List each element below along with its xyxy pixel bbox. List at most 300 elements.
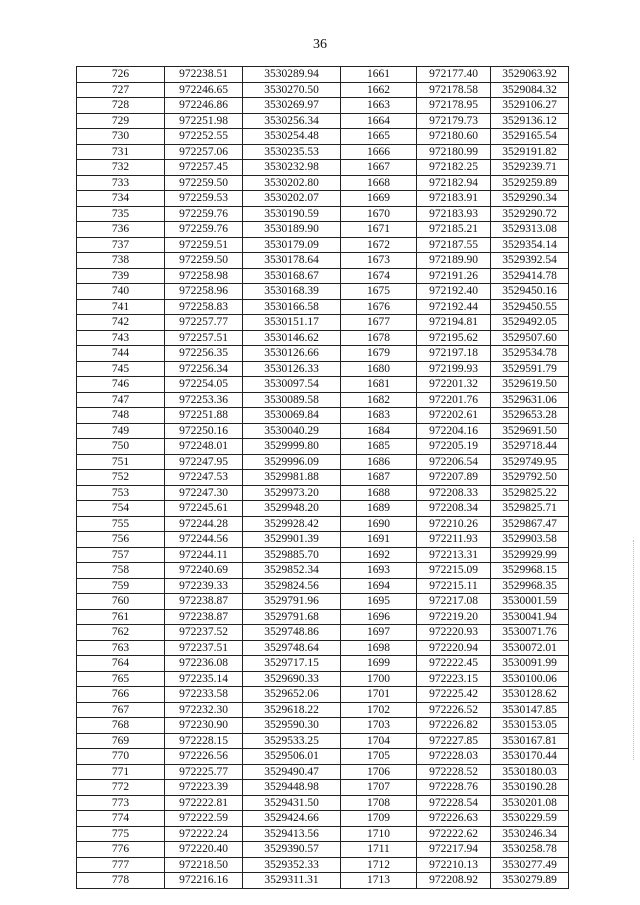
x-coordinate-right: 972211.93 xyxy=(417,532,491,548)
x-coordinate-left: 972259.50 xyxy=(165,253,243,269)
table-row xyxy=(77,764,569,780)
y-coordinate-right: 3529903.58 xyxy=(491,532,569,548)
y-coordinate-right: 3529507.60 xyxy=(491,330,569,346)
x-coordinate-right: 972217.08 xyxy=(417,594,491,610)
point-number-left: 743 xyxy=(77,330,165,346)
table-row xyxy=(77,857,569,873)
table-row xyxy=(77,346,569,362)
y-coordinate-right: 3530258.78 xyxy=(491,842,569,858)
y-coordinate-right: 3530072.01 xyxy=(491,640,569,656)
table-row xyxy=(77,733,569,749)
point-number-left: 760 xyxy=(77,594,165,610)
table-row xyxy=(77,82,569,98)
x-coordinate-left: 972245.61 xyxy=(165,501,243,517)
table-row xyxy=(77,501,569,517)
x-coordinate-right: 972228.76 xyxy=(417,780,491,796)
x-coordinate-right: 972189.90 xyxy=(417,253,491,269)
x-coordinate-right: 972187.55 xyxy=(417,237,491,253)
table-row xyxy=(77,609,569,625)
point-number-right: 1682 xyxy=(341,392,417,408)
x-coordinate-right: 972205.19 xyxy=(417,439,491,455)
y-coordinate-left: 3529852.34 xyxy=(243,563,341,579)
point-number-right: 1676 xyxy=(341,299,417,315)
y-coordinate-right: 3530170.44 xyxy=(491,749,569,765)
y-coordinate-right: 3530277.49 xyxy=(491,857,569,873)
x-coordinate-right: 972202.61 xyxy=(417,408,491,424)
x-coordinate-left: 972218.50 xyxy=(165,857,243,873)
y-coordinate-right: 3529239.71 xyxy=(491,160,569,176)
table-row xyxy=(77,578,569,594)
table-row xyxy=(77,361,569,377)
x-coordinate-left: 972256.35 xyxy=(165,346,243,362)
x-coordinate-left: 972254.05 xyxy=(165,377,243,393)
x-coordinate-left: 972247.53 xyxy=(165,470,243,486)
point-number-left: 745 xyxy=(77,361,165,377)
point-number-left: 778 xyxy=(77,873,165,889)
x-coordinate-right: 972215.11 xyxy=(417,578,491,594)
point-number-right: 1672 xyxy=(341,237,417,253)
point-number-right: 1661 xyxy=(341,67,417,83)
point-number-right: 1678 xyxy=(341,330,417,346)
y-coordinate-left: 3529791.68 xyxy=(243,609,341,625)
x-coordinate-left: 972238.87 xyxy=(165,594,243,610)
y-coordinate-left: 3529590.30 xyxy=(243,718,341,734)
point-number-left: 740 xyxy=(77,284,165,300)
point-number-left: 737 xyxy=(77,237,165,253)
x-coordinate-left: 972232.30 xyxy=(165,702,243,718)
point-number-left: 774 xyxy=(77,811,165,827)
y-coordinate-left: 3530235.53 xyxy=(243,144,341,160)
x-coordinate-right: 972197.18 xyxy=(417,346,491,362)
x-coordinate-left: 972247.95 xyxy=(165,454,243,470)
y-coordinate-right: 3530091.99 xyxy=(491,656,569,672)
point-number-right: 1692 xyxy=(341,547,417,563)
y-coordinate-right: 3529534.78 xyxy=(491,346,569,362)
point-number-left: 731 xyxy=(77,144,165,160)
y-coordinate-left: 3530254.48 xyxy=(243,129,341,145)
table-row xyxy=(77,702,569,718)
scan-artifact xyxy=(632,540,634,760)
point-number-left: 769 xyxy=(77,733,165,749)
y-coordinate-left: 3530202.07 xyxy=(243,191,341,207)
point-number-right: 1703 xyxy=(341,718,417,734)
y-coordinate-right: 3529354.14 xyxy=(491,237,569,253)
y-coordinate-right: 3529653.28 xyxy=(491,408,569,424)
point-number-left: 762 xyxy=(77,625,165,641)
y-coordinate-right: 3530190.28 xyxy=(491,780,569,796)
point-number-left: 748 xyxy=(77,408,165,424)
y-coordinate-left: 3530126.33 xyxy=(243,361,341,377)
x-coordinate-left: 972246.86 xyxy=(165,98,243,114)
y-coordinate-right: 3529749.95 xyxy=(491,454,569,470)
table-row xyxy=(77,811,569,827)
x-coordinate-right: 972178.95 xyxy=(417,98,491,114)
y-coordinate-left: 3530178.64 xyxy=(243,253,341,269)
table-row xyxy=(77,206,569,222)
x-coordinate-left: 972258.83 xyxy=(165,299,243,315)
y-coordinate-left: 3529690.33 xyxy=(243,671,341,687)
y-coordinate-right: 3529450.16 xyxy=(491,284,569,300)
y-coordinate-left: 3529999.80 xyxy=(243,439,341,455)
point-number-right: 1694 xyxy=(341,578,417,594)
y-coordinate-left: 3530151.17 xyxy=(243,315,341,331)
table-row xyxy=(77,826,569,842)
point-number-right: 1671 xyxy=(341,222,417,238)
table-row xyxy=(77,470,569,486)
y-coordinate-right: 3529929.99 xyxy=(491,547,569,563)
table-row xyxy=(77,113,569,129)
coordinates-table-body xyxy=(77,67,569,889)
x-coordinate-right: 972217.94 xyxy=(417,842,491,858)
y-coordinate-right: 3529867.47 xyxy=(491,516,569,532)
x-coordinate-left: 972248.01 xyxy=(165,439,243,455)
x-coordinate-right: 972222.62 xyxy=(417,826,491,842)
x-coordinate-left: 972233.58 xyxy=(165,687,243,703)
y-coordinate-right: 3529792.50 xyxy=(491,470,569,486)
point-number-right: 1702 xyxy=(341,702,417,718)
x-coordinate-left: 972252.55 xyxy=(165,129,243,145)
x-coordinate-right: 972220.93 xyxy=(417,625,491,641)
table-row xyxy=(77,160,569,176)
x-coordinate-right: 972225.42 xyxy=(417,687,491,703)
x-coordinate-right: 972220.94 xyxy=(417,640,491,656)
point-number-right: 1711 xyxy=(341,842,417,858)
y-coordinate-left: 3529948.20 xyxy=(243,501,341,517)
table-row xyxy=(77,594,569,610)
x-coordinate-right: 972178.58 xyxy=(417,82,491,98)
point-number-right: 1688 xyxy=(341,485,417,501)
y-coordinate-right: 3529591.79 xyxy=(491,361,569,377)
x-coordinate-right: 972207.89 xyxy=(417,470,491,486)
point-number-right: 1704 xyxy=(341,733,417,749)
point-number-left: 736 xyxy=(77,222,165,238)
y-coordinate-left: 3529996.09 xyxy=(243,454,341,470)
table-row xyxy=(77,671,569,687)
x-coordinate-left: 972244.56 xyxy=(165,532,243,548)
y-coordinate-left: 3530040.29 xyxy=(243,423,341,439)
y-coordinate-right: 3529450.55 xyxy=(491,299,569,315)
x-coordinate-left: 972237.51 xyxy=(165,640,243,656)
x-coordinate-left: 972259.53 xyxy=(165,191,243,207)
point-number-right: 1713 xyxy=(341,873,417,889)
x-coordinate-right: 972227.85 xyxy=(417,733,491,749)
point-number-right: 1669 xyxy=(341,191,417,207)
point-number-right: 1664 xyxy=(341,113,417,129)
y-coordinate-right: 3530201.08 xyxy=(491,795,569,811)
table-row xyxy=(77,237,569,253)
table-row xyxy=(77,439,569,455)
table-row xyxy=(77,175,569,191)
point-number-left: 733 xyxy=(77,175,165,191)
x-coordinate-left: 972257.51 xyxy=(165,330,243,346)
point-number-left: 765 xyxy=(77,671,165,687)
point-number-right: 1668 xyxy=(341,175,417,191)
x-coordinate-left: 972259.51 xyxy=(165,237,243,253)
x-coordinate-right: 972182.25 xyxy=(417,160,491,176)
point-number-left: 728 xyxy=(77,98,165,114)
point-number-right: 1693 xyxy=(341,563,417,579)
point-number-left: 739 xyxy=(77,268,165,284)
y-coordinate-right: 3530279.89 xyxy=(491,873,569,889)
point-number-left: 756 xyxy=(77,532,165,548)
point-number-right: 1712 xyxy=(341,857,417,873)
y-coordinate-right: 3529718.44 xyxy=(491,439,569,455)
y-coordinate-left: 3530269.97 xyxy=(243,98,341,114)
y-coordinate-left: 3529424.66 xyxy=(243,811,341,827)
point-number-left: 766 xyxy=(77,687,165,703)
point-number-left: 754 xyxy=(77,501,165,517)
y-coordinate-right: 3530100.06 xyxy=(491,671,569,687)
point-number-left: 768 xyxy=(77,718,165,734)
y-coordinate-left: 3529652.06 xyxy=(243,687,341,703)
y-coordinate-right: 3529165.54 xyxy=(491,129,569,145)
x-coordinate-left: 972251.88 xyxy=(165,408,243,424)
table-row xyxy=(77,98,569,114)
table-row xyxy=(77,268,569,284)
point-number-right: 1686 xyxy=(341,454,417,470)
table-row xyxy=(77,454,569,470)
x-coordinate-left: 972238.87 xyxy=(165,609,243,625)
point-number-right: 1690 xyxy=(341,516,417,532)
x-coordinate-right: 972226.63 xyxy=(417,811,491,827)
point-number-right: 1699 xyxy=(341,656,417,672)
point-number-right: 1673 xyxy=(341,253,417,269)
x-coordinate-left: 972259.50 xyxy=(165,175,243,191)
x-coordinate-left: 972222.59 xyxy=(165,811,243,827)
x-coordinate-left: 972237.52 xyxy=(165,625,243,641)
point-number-right: 1675 xyxy=(341,284,417,300)
point-number-right: 1708 xyxy=(341,795,417,811)
point-number-right: 1662 xyxy=(341,82,417,98)
x-coordinate-right: 972208.34 xyxy=(417,501,491,517)
x-coordinate-right: 972228.54 xyxy=(417,795,491,811)
x-coordinate-right: 972182.94 xyxy=(417,175,491,191)
point-number-left: 751 xyxy=(77,454,165,470)
x-coordinate-left: 972228.15 xyxy=(165,733,243,749)
point-number-right: 1683 xyxy=(341,408,417,424)
point-number-left: 755 xyxy=(77,516,165,532)
x-coordinate-right: 972208.92 xyxy=(417,873,491,889)
point-number-left: 734 xyxy=(77,191,165,207)
point-number-left: 772 xyxy=(77,780,165,796)
x-coordinate-left: 972247.30 xyxy=(165,485,243,501)
x-coordinate-left: 972240.69 xyxy=(165,563,243,579)
x-coordinate-left: 972238.51 xyxy=(165,67,243,83)
point-number-right: 1707 xyxy=(341,780,417,796)
point-number-right: 1667 xyxy=(341,160,417,176)
table-row xyxy=(77,144,569,160)
x-coordinate-left: 972258.98 xyxy=(165,268,243,284)
table-row xyxy=(77,532,569,548)
table-row xyxy=(77,656,569,672)
y-coordinate-left: 3529390.57 xyxy=(243,842,341,858)
point-number-left: 753 xyxy=(77,485,165,501)
point-number-right: 1695 xyxy=(341,594,417,610)
point-number-right: 1685 xyxy=(341,439,417,455)
table-row xyxy=(77,749,569,765)
table-row xyxy=(77,563,569,579)
y-coordinate-right: 3529968.35 xyxy=(491,578,569,594)
y-coordinate-left: 3529928.42 xyxy=(243,516,341,532)
y-coordinate-left: 3530097.54 xyxy=(243,377,341,393)
y-coordinate-left: 3530146.62 xyxy=(243,330,341,346)
x-coordinate-left: 972223.39 xyxy=(165,780,243,796)
x-coordinate-right: 972201.76 xyxy=(417,392,491,408)
x-coordinate-right: 972185.21 xyxy=(417,222,491,238)
y-coordinate-left: 3529490.47 xyxy=(243,764,341,780)
x-coordinate-left: 972222.24 xyxy=(165,826,243,842)
y-coordinate-left: 3530179.09 xyxy=(243,237,341,253)
coordinates-table xyxy=(76,66,569,889)
y-coordinate-right: 3530001.59 xyxy=(491,594,569,610)
x-coordinate-right: 972180.60 xyxy=(417,129,491,145)
x-coordinate-right: 972210.13 xyxy=(417,857,491,873)
y-coordinate-right: 3530071.76 xyxy=(491,625,569,641)
point-number-right: 1696 xyxy=(341,609,417,625)
point-number-right: 1666 xyxy=(341,144,417,160)
table-row xyxy=(77,687,569,703)
y-coordinate-left: 3530166.58 xyxy=(243,299,341,315)
y-coordinate-left: 3530089.58 xyxy=(243,392,341,408)
y-coordinate-right: 3529492.05 xyxy=(491,315,569,331)
y-coordinate-right: 3529392.54 xyxy=(491,253,569,269)
point-number-right: 1674 xyxy=(341,268,417,284)
y-coordinate-right: 3529136.12 xyxy=(491,113,569,129)
x-coordinate-left: 972220.40 xyxy=(165,842,243,858)
x-coordinate-right: 972228.03 xyxy=(417,749,491,765)
point-number-left: 773 xyxy=(77,795,165,811)
point-number-right: 1665 xyxy=(341,129,417,145)
y-coordinate-right: 3529825.71 xyxy=(491,501,569,517)
table-row xyxy=(77,625,569,641)
table-row xyxy=(77,516,569,532)
point-number-right: 1710 xyxy=(341,826,417,842)
table-row xyxy=(77,485,569,501)
point-number-left: 747 xyxy=(77,392,165,408)
table-row xyxy=(77,191,569,207)
table-row xyxy=(77,315,569,331)
point-number-left: 746 xyxy=(77,377,165,393)
x-coordinate-right: 972179.73 xyxy=(417,113,491,129)
x-coordinate-right: 972177.40 xyxy=(417,67,491,83)
x-coordinate-right: 972228.52 xyxy=(417,764,491,780)
y-coordinate-right: 3530246.34 xyxy=(491,826,569,842)
x-coordinate-left: 972257.45 xyxy=(165,160,243,176)
x-coordinate-right: 972201.32 xyxy=(417,377,491,393)
table-row xyxy=(77,253,569,269)
point-number-left: 767 xyxy=(77,702,165,718)
y-coordinate-left: 3529748.64 xyxy=(243,640,341,656)
y-coordinate-left: 3529506.01 xyxy=(243,749,341,765)
point-number-left: 726 xyxy=(77,67,165,83)
y-coordinate-right: 3530041.94 xyxy=(491,609,569,625)
x-coordinate-right: 972194.81 xyxy=(417,315,491,331)
page-number: 36 xyxy=(313,37,327,52)
y-coordinate-right: 3529414.78 xyxy=(491,268,569,284)
point-number-left: 732 xyxy=(77,160,165,176)
point-number-left: 750 xyxy=(77,439,165,455)
table-row xyxy=(77,284,569,300)
point-number-right: 1670 xyxy=(341,206,417,222)
point-number-right: 1689 xyxy=(341,501,417,517)
x-coordinate-right: 972219.20 xyxy=(417,609,491,625)
point-number-right: 1698 xyxy=(341,640,417,656)
x-coordinate-left: 972246.65 xyxy=(165,82,243,98)
y-coordinate-right: 3529631.06 xyxy=(491,392,569,408)
y-coordinate-right: 3530147.85 xyxy=(491,702,569,718)
point-number-right: 1706 xyxy=(341,764,417,780)
x-coordinate-left: 972259.76 xyxy=(165,206,243,222)
y-coordinate-left: 3529885.70 xyxy=(243,547,341,563)
table-row xyxy=(77,795,569,811)
y-coordinate-left: 3529448.98 xyxy=(243,780,341,796)
y-coordinate-left: 3529824.56 xyxy=(243,578,341,594)
point-number-right: 1687 xyxy=(341,470,417,486)
y-coordinate-right: 3529191.82 xyxy=(491,144,569,160)
point-number-left: 730 xyxy=(77,129,165,145)
point-number-right: 1681 xyxy=(341,377,417,393)
y-coordinate-left: 3530168.39 xyxy=(243,284,341,300)
y-coordinate-right: 3529290.34 xyxy=(491,191,569,207)
x-coordinate-right: 972206.54 xyxy=(417,454,491,470)
y-coordinate-left: 3530168.67 xyxy=(243,268,341,284)
point-number-left: 744 xyxy=(77,346,165,362)
x-coordinate-right: 972192.40 xyxy=(417,284,491,300)
y-coordinate-left: 3529748.86 xyxy=(243,625,341,641)
x-coordinate-left: 972250.16 xyxy=(165,423,243,439)
table-row xyxy=(77,842,569,858)
y-coordinate-left: 3529901.39 xyxy=(243,532,341,548)
point-number-left: 771 xyxy=(77,764,165,780)
x-coordinate-right: 972192.44 xyxy=(417,299,491,315)
y-coordinate-left: 3530190.59 xyxy=(243,206,341,222)
x-coordinate-right: 972183.91 xyxy=(417,191,491,207)
y-coordinate-right: 3530180.03 xyxy=(491,764,569,780)
point-number-right: 1679 xyxy=(341,346,417,362)
y-coordinate-left: 3530189.90 xyxy=(243,222,341,238)
y-coordinate-right: 3529084.32 xyxy=(491,82,569,98)
table-row xyxy=(77,423,569,439)
x-coordinate-left: 972256.34 xyxy=(165,361,243,377)
y-coordinate-left: 3529311.31 xyxy=(243,873,341,889)
x-coordinate-left: 972257.77 xyxy=(165,315,243,331)
x-coordinate-right: 972183.93 xyxy=(417,206,491,222)
y-coordinate-left: 3530289.94 xyxy=(243,67,341,83)
y-coordinate-right: 3529106.27 xyxy=(491,98,569,114)
table-row xyxy=(77,780,569,796)
y-coordinate-right: 3529259.89 xyxy=(491,175,569,191)
x-coordinate-right: 972222.45 xyxy=(417,656,491,672)
table-row xyxy=(77,222,569,238)
point-number-left: 761 xyxy=(77,609,165,625)
point-number-right: 1697 xyxy=(341,625,417,641)
y-coordinate-left: 3530202.80 xyxy=(243,175,341,191)
x-coordinate-left: 972216.16 xyxy=(165,873,243,889)
x-coordinate-left: 972244.28 xyxy=(165,516,243,532)
y-coordinate-left: 3529533.25 xyxy=(243,733,341,749)
y-coordinate-left: 3529413.56 xyxy=(243,826,341,842)
y-coordinate-right: 3529063.92 xyxy=(491,67,569,83)
y-coordinate-left: 3530256.34 xyxy=(243,113,341,129)
table-row xyxy=(77,67,569,83)
x-coordinate-left: 972251.98 xyxy=(165,113,243,129)
y-coordinate-right: 3530229.59 xyxy=(491,811,569,827)
x-coordinate-left: 972257.06 xyxy=(165,144,243,160)
y-coordinate-left: 3530126.66 xyxy=(243,346,341,362)
point-number-right: 1677 xyxy=(341,315,417,331)
x-coordinate-left: 972225.77 xyxy=(165,764,243,780)
x-coordinate-right: 972195.62 xyxy=(417,330,491,346)
